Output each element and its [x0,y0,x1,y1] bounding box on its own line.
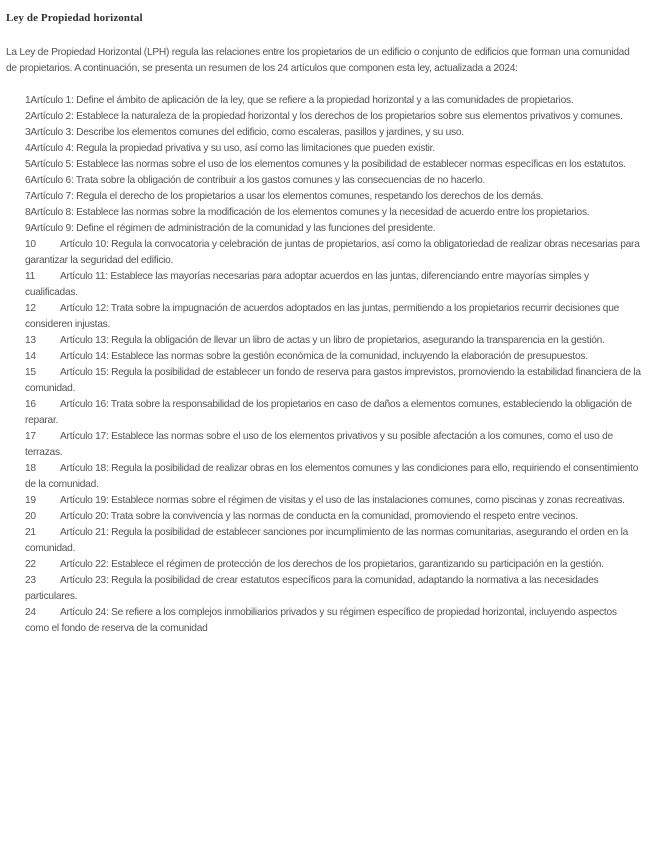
article-text: Artículo 1: Define el ámbito de aplicación de la ley, que se refiere a la propiedad horizontal y a las comunidades de propietarios. [30,95,574,106]
article-number: 3 [25,127,31,138]
article-item [25,109,642,125]
article-number: 8 [25,207,31,218]
article-number: 15 [25,367,36,378]
article-number: 10 [25,239,36,250]
article-text: Artículo 12: Trata sobre la impugnación de acuerdos adoptados en las juntas, permitiendo a los propietarios recurrir decisiones que consideren injustas. [25,303,620,330]
article-text: Artículo 8: Establece las normas sobre la modificación de los elementos comunes y la necesidad de acuerdo entre los propietarios. [30,207,590,218]
article-list [6,93,642,637]
article-item [25,557,642,573]
article-number: 13 [25,335,36,346]
article-number: 5 [25,159,31,170]
article-text: Artículo 20: Trata sobre la convivencia y las normas de conducta en la comunidad, promoviendo el respeto entre vecinos. [60,511,578,522]
article-item [25,397,642,429]
article-text: Artículo 11: Establece las mayorías necesarias para adoptar acuerdos en las juntas, diferenciando entre mayorías simples y cualificadas. [25,271,589,298]
article-item [25,461,642,493]
article-item [25,173,642,189]
article-item [25,205,642,221]
article-number: 14 [25,351,36,362]
article-number: 9 [25,223,31,234]
article-text: Artículo 4: Regula la propiedad privativa y su uso, así como las limitaciones que pueden existir. [30,143,435,154]
article-item [25,605,642,637]
article-item [25,157,642,173]
document-title: Ley de Propiedad horizontal [6,12,143,24]
article-text: Artículo 24: Se refiere a los complejos inmobiliarios privados y su régimen específico de propiedad horizontal, incluyendo aspectos como el fondo de reserva de la comunidad [25,607,617,634]
article-item [25,349,642,365]
article-item [25,93,642,109]
article-number: 7 [25,191,31,202]
article-text: Artículo 19: Establece normas sobre el régimen de visitas y el uso de las instalaciones comunes, como piscinas y zonas recreativas. [60,495,625,506]
article-text: Artículo 21: Regula la posibilidad de establecer sanciones por incumplimiento de las normas comunitarias, asegurando el orden en la comunidad. [25,527,629,554]
article-text: Artículo 16: Trata sobre la responsabilidad de los propietarios en caso de daños a elementos comunes, estableciendo la obligación de reparar. [25,399,632,426]
article-number: 4 [25,143,31,154]
article-text: Artículo 7: Regula el derecho de los propietarios a usar los elementos comunes, respetando los derechos de los demás. [30,191,544,202]
article-item [25,269,642,301]
article-item [25,509,642,525]
article-text: Artículo 15: Regula la posibilidad de establecer un fondo de reserva para gastos imprevistos, promoviendo la estabilidad financiera de la comunidad. [25,367,641,394]
article-item [25,333,642,349]
article-text: Artículo 2: Establece la naturaleza de la propiedad horizontal y los derechos de los propietarios sobre sus elementos privativos y comunes. [30,111,623,122]
article-item [25,237,642,269]
article-item [25,365,642,397]
article-item [25,525,642,557]
article-text: Artículo 10: Regula la convocatoria y celebración de juntas de propietarios, así como la obligatoriedad de realizar obras necesarias para garantizar la seguridad del edificio. [25,239,640,266]
article-number: 6 [25,175,31,186]
article-number: 20 [25,511,36,522]
article-text: Artículo 9: Define el régimen de administración de la comunidad y las funciones del presidente. [30,223,436,234]
article-item [25,301,642,333]
article-number: 19 [25,495,36,506]
article-item [25,221,642,237]
article-item [25,189,642,205]
article-number: 21 [25,527,36,538]
article-number: 12 [25,303,36,314]
article-text: Artículo 3: Describe los elementos comunes del edificio, como escaleras, pasillos y jardines, y su uso. [30,127,464,138]
article-text: Artículo 22: Establece el régimen de protección de los derechos de los propietarios, garantizando su participación en la gestión. [60,559,604,570]
article-text: Artículo 13: Regula la obligación de llevar un libro de actas y un libro de propietarios, asegurando la transparencia en la gestión. [60,335,605,346]
article-item [25,125,642,141]
article-text: Artículo 17: Establece las normas sobre el uso de los elementos privativos y su posible afectación a los comunes, como el uso de terrazas. [25,431,613,458]
article-number: 2 [25,111,31,122]
article-text: Artículo 5: Establece las normas sobre el uso de los elementos comunes y la posibilidad de establecer normas específicas en los estatutos. [30,159,626,170]
article-item [25,141,642,157]
article-number: 1 [25,95,31,106]
article-item [25,429,642,461]
article-number: 16 [25,399,36,410]
article-item [25,573,642,605]
article-number: 17 [25,431,36,442]
article-item [25,493,642,509]
article-number: 24 [25,607,36,618]
article-number: 23 [25,575,36,586]
article-number: 22 [25,559,36,570]
article-text: Artículo 6: Trata sobre la obligación de contribuir a los gastos comunes y las consecuencias de no hacerlo. [30,175,486,186]
article-number: 11 [25,271,36,282]
article-number: 18 [25,463,36,474]
article-text: Artículo 18: Regula la posibilidad de realizar obras en los elementos comunes y las condiciones para ello, requiriendo el consentimiento de la comunidad. [25,463,639,490]
article-text: Artículo 14: Establece las normas sobre la gestión económica de la comunidad, incluyendo la elaboración de presupuestos. [60,351,588,362]
intro-paragraph: La Ley de Propiedad Horizontal (LPH) regula las relaciones entre los propietarios de un edificio o conjunto de edificios que forman una comunidad de propietarios. A continuación, se presenta un resumen de los 24 artículos que componen esta ley, actualizada a 2024: [6,47,630,74]
article-text: Artículo 23: Regula la posibilidad de crear estatutos específicos para la comunidad, adaptando la normativa a las necesidades particulares. [25,575,599,602]
